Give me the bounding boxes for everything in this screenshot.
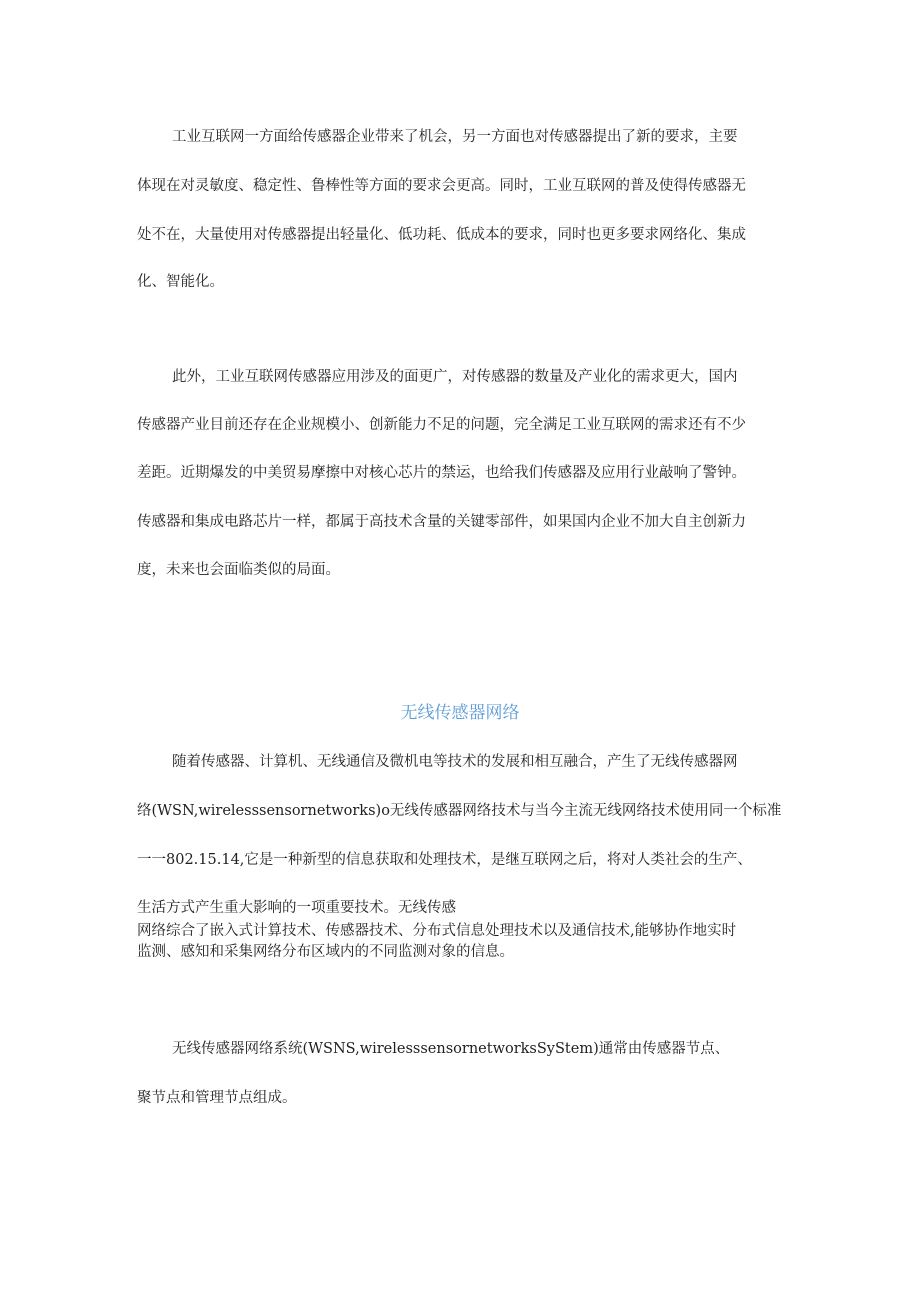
paragraph-1-line-3: 处不在，大量使用对传感器提出轻量化、低功耗、低成本的要求，同时也更多要求网络化、集成 (137, 227, 746, 243)
paragraph-4-line-2: 聚节点和管理节点组成。 (137, 1090, 297, 1106)
paragraph-1-line-2: 体现在对灵敏度、稳定性、鲁棒性等方面的要求会更高。同时，工业互联网的普及使得传感器无 (137, 178, 746, 194)
paragraph-1-line-4: 化、智能化。 (137, 274, 224, 290)
paragraph-3-line-3: 一一802.15.14,它是一种新型的信息获取和处理技术，是继互联网之后，将对人类社会的生产、 (137, 852, 752, 868)
paragraph-4-line-1: 无线传感器网络系统(WSNS,wirelesssensornetworksSyStem)通常由传感器节点、 (172, 1041, 730, 1057)
section-heading: 无线传感器网络 (400, 703, 520, 723)
paragraph-3-line-4: 生活方式产生重大影响的一项重要技术。无线传感 (137, 900, 456, 916)
paragraph-2-line-5: 度，未来也会面临类似的局面。 (137, 562, 340, 578)
paragraph-3-line-6: 监测、感知和采集网络分布区域内的不同监测对象的信息。 (137, 944, 514, 960)
paragraph-3-line-1: 随着传感器、计算机、无线通信及微机电等技术的发展和相互融合，产生了无线传感器网 (172, 754, 738, 770)
paragraph-3-line-2: 络(WSN,wirelesssensornetworks)o无线传感器网络技术与当今主流无线网络技术使用同一个标准 (137, 803, 782, 819)
paragraph-2-line-3: 差距。近期爆发的中美贸易摩擦中对核心芯片的禁运，也给我们传感器及应用行业敲响了警钟。 (137, 465, 746, 481)
paragraph-1-line-1: 工业互联网一方面给传感器企业带来了机会，另一方面也对传感器提出了新的要求，主要 (172, 129, 738, 145)
paragraph-2-line-4: 传感器和集成电路芯片一样，都属于高技术含量的关键零部件，如果国内企业不加大自主创新力 (137, 514, 746, 530)
paragraph-3-line-5: 网络综合了嵌入式计算技术、传感器技术、分布式信息处理技术以及通信技术,能够协作地实时 (137, 923, 737, 939)
paragraph-2-line-2: 传感器产业目前还存在企业规模小、创新能力不足的问题，完全满足工业互联网的需求还有不少 (137, 417, 746, 433)
paragraph-2-line-1: 此外，工业互联网传感器应用涉及的面更广，对传感器的数量及产业化的需求更大，国内 (172, 369, 738, 385)
